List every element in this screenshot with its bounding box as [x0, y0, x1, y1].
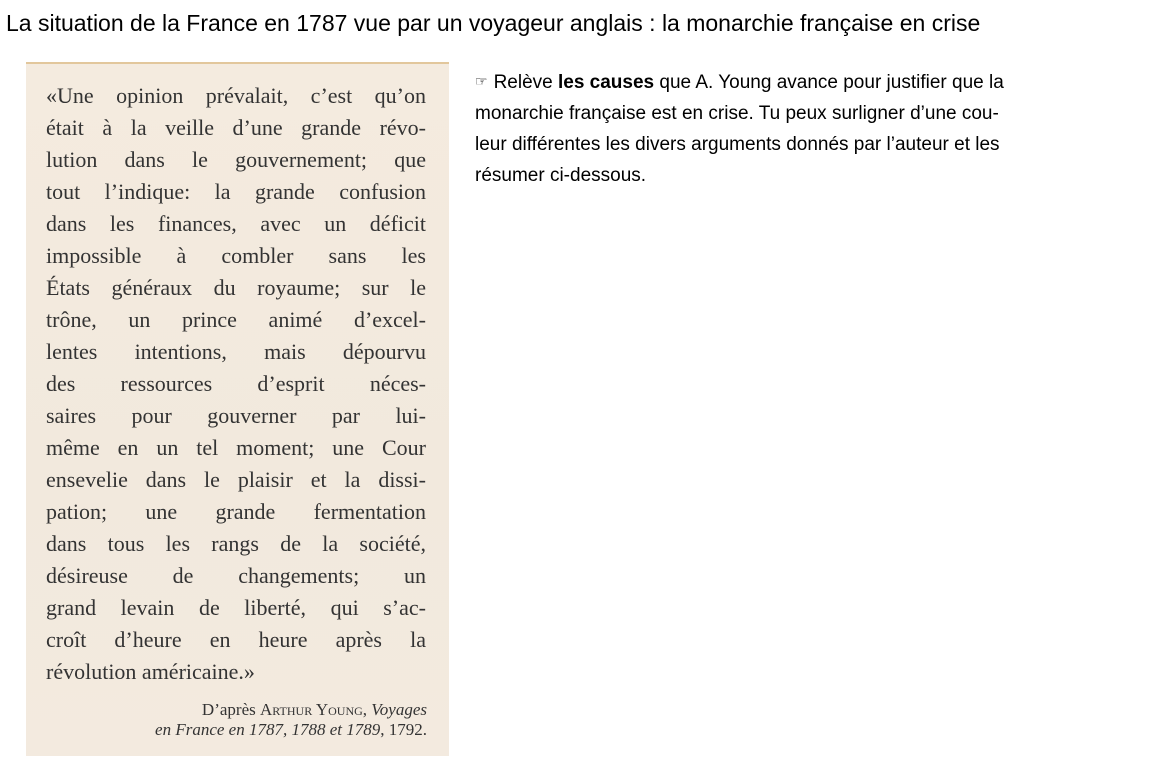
- source-citation: [37, 700, 427, 740]
- instruction-line: résumer ci-dessous.: [475, 165, 647, 186]
- quote-line: impossible à combler sans les: [46, 243, 426, 268]
- source-work-title-continued: en France en 1787, 1788 et 1789: [155, 720, 381, 739]
- quote-line: révolution américaine.»: [46, 659, 255, 684]
- instruction-line: leur différentes les divers arguments donnés par l’auteur et les: [475, 134, 1000, 155]
- page-title: La situation de la France en 1787 vue par un voyageur anglais : la monarchie française en crise: [6, 10, 981, 36]
- instruction-prefix: Relève: [493, 72, 558, 93]
- instruction-line: [475, 66, 1135, 98]
- source-author: Arthur Young: [259, 700, 363, 719]
- quote-line: désireuse de changements; un: [46, 563, 426, 588]
- quote-line: dans tous les rangs de la société,: [46, 531, 426, 556]
- source-year: , 1792.: [380, 720, 427, 739]
- quote-line: pation; une grande fermentation: [46, 499, 426, 524]
- quote-line: trône, un prince animé d’excel-: [46, 307, 426, 332]
- instruction-text: [475, 66, 1135, 191]
- instruction-emphasis: les causes: [557, 72, 655, 93]
- source-work-title: Voyages: [371, 700, 427, 719]
- quote-line: saires pour gouverner par lui-: [46, 403, 426, 428]
- quote-line: tout l’indique: la grande confusion: [46, 179, 426, 204]
- instruction-suffix: que A. Young avance pour justifier que la: [654, 72, 1004, 93]
- quote-line: même en un tel moment; une Cour: [46, 435, 426, 460]
- quote-line: grand levain de liberté, qui s’ac-: [46, 595, 426, 620]
- quote-line: était à la veille d’une grande révo-: [46, 115, 426, 140]
- source-comma: ,: [362, 700, 372, 719]
- quote-line: croît d’heure en heure après la: [46, 627, 426, 652]
- document-excerpt: [26, 62, 449, 756]
- quote-line: ensevelie dans le plaisir et la dissi-: [46, 467, 426, 492]
- quote-line: lution dans le gouvernement; que: [46, 147, 426, 172]
- source-prefix: D’après: [201, 700, 260, 719]
- pointing-hand-icon: ☞: [475, 73, 488, 89]
- instruction-line: monarchie française est en crise. Tu peux surligner d’une cou-: [475, 103, 999, 124]
- quote-text: [46, 80, 426, 688]
- quote-line: «Une opinion prévalait, c’est qu’on: [46, 83, 426, 108]
- quote-line: lentes intentions, mais dépourvu: [46, 339, 426, 364]
- quote-line: dans les finances, avec un déficit: [46, 211, 426, 236]
- quote-line: États généraux du royaume; sur le: [46, 275, 426, 300]
- quote-line: des ressources d’esprit néces-: [46, 371, 426, 396]
